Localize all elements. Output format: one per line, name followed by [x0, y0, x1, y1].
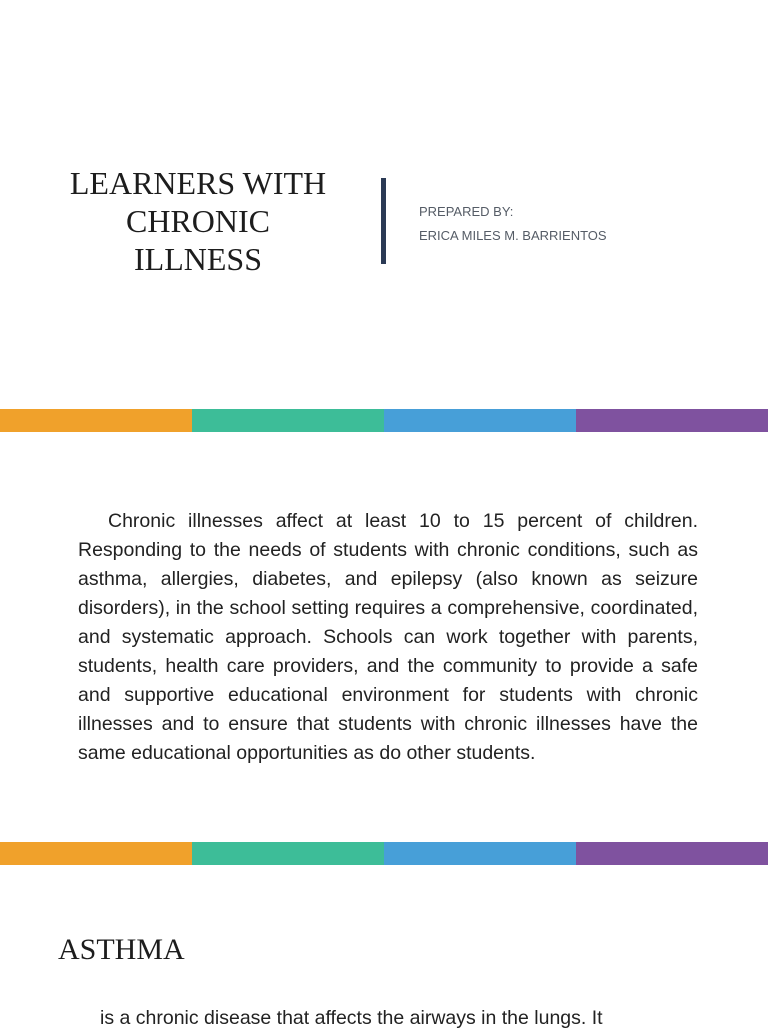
- band-segment-purple: [576, 409, 768, 432]
- band-segment-teal: [192, 409, 384, 432]
- title-divider: [381, 178, 386, 264]
- band-segment-purple: [576, 842, 768, 865]
- asthma-heading: ASTHMA: [58, 933, 185, 966]
- prepared-by-label: PREPARED BY:: [419, 204, 514, 219]
- slide-title-line-3: ILLNESS: [134, 241, 262, 277]
- prepared-by-block: [419, 200, 607, 248]
- slide-title-line-2: CHRONIC: [125, 203, 270, 239]
- band-segment-orange: [0, 409, 192, 432]
- band-segment-orange: [0, 842, 192, 865]
- color-band-bottom: [0, 842, 768, 865]
- intro-paragraph: Chronic illnesses affect at least 10 to 15 percent of children. Responding to the needs of students with chronic conditions, such as asthma, allergies, diabetes, and epilepsy (also known as seizure disorders), in the school setting requires a comprehensive, coordinated, and systematic approach. Schools can work together with parents, students, health care providers, and the community to provide a safe and supportive educational environment for students with chronic illnesses and to ensure that students with chronic illnesses have the same educational opportunities as do other students.: [78, 510, 698, 764]
- band-segment-blue: [384, 842, 576, 865]
- color-band-top: [0, 409, 768, 432]
- author-name: ERICA MILES M. BARRIENTOS: [419, 228, 607, 243]
- slide-title: [48, 164, 348, 278]
- band-segment-blue: [384, 409, 576, 432]
- asthma-text: is a chronic disease that affects the airways in the lungs. It: [100, 1007, 603, 1029]
- slide-title-line-1: LEARNERS WITH: [69, 165, 327, 201]
- band-segment-teal: [192, 842, 384, 865]
